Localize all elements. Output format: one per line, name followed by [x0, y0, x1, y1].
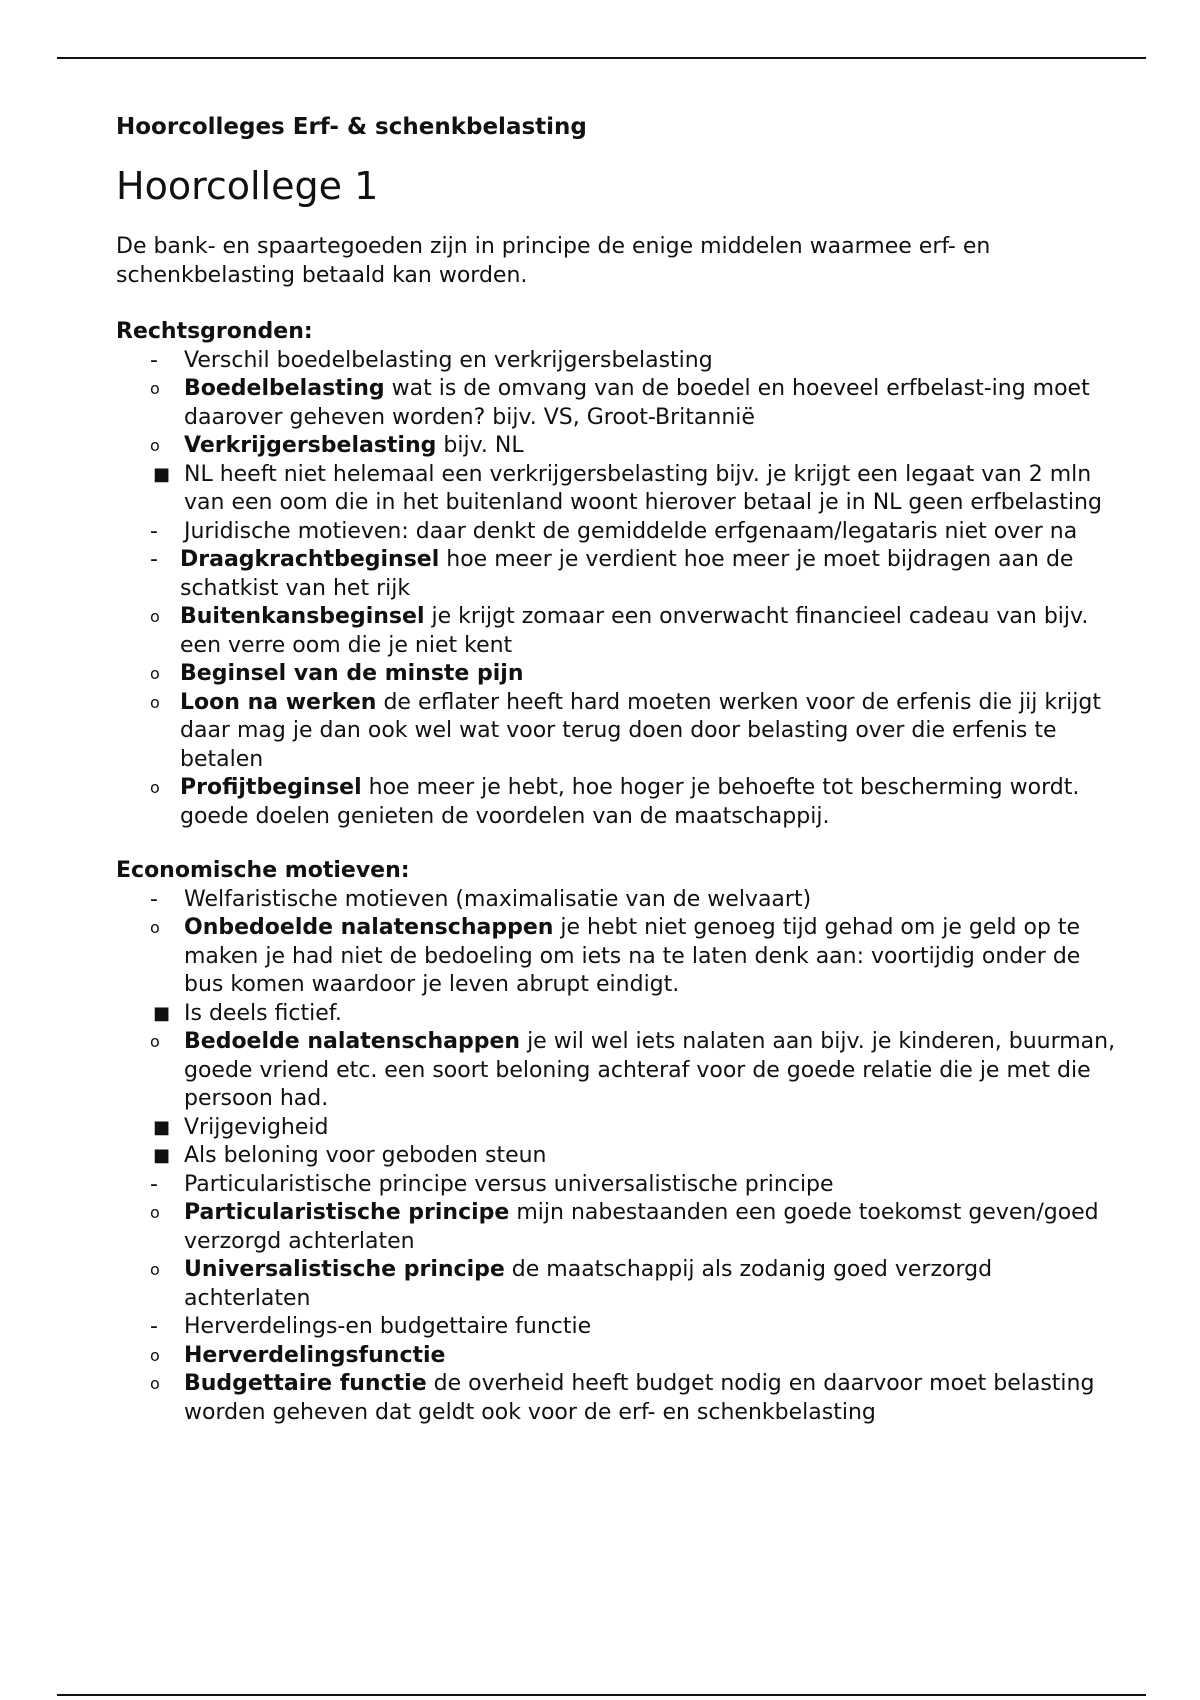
circle-bullet-icon: o — [150, 692, 160, 712]
circle-bullet-icon: o — [150, 436, 160, 455]
square-bullet-icon: ■ — [153, 463, 171, 485]
term: Beginsel van de minste pijn — [180, 661, 524, 686]
lecture-heading: Hoorcollege 1 — [116, 164, 379, 208]
circle-bullet-icon: o — [150, 1260, 160, 1279]
list-item: ■ Vrijgevigheid — [116, 1114, 1116, 1143]
list-item: - Draagkrachtbeginsel hoe meer je verdient hoe meer je moet bijdragen aan de schatkist van het rijk — [150, 547, 1074, 601]
list-item: o Universalistische principe de maatschappij als zodanig goed verzorgd achterlaten — [150, 1257, 993, 1311]
section-heading-economische-motieven: Economische motieven: — [116, 858, 410, 883]
list-rechtsgronden — [116, 347, 1116, 832]
circle-bullet-icon: o — [150, 778, 160, 797]
term: Herverdelingsfunctie — [184, 1342, 446, 1368]
list-item: ■ Is deels fictief. — [116, 1000, 1116, 1029]
section-heading-rechtsgronden: Rechtsgronden: — [116, 319, 313, 344]
top-rule — [57, 57, 1146, 59]
list-item: o Buitenkansbeginsel je krijgt zomaar een onverwacht financieel cadeau van bijv. een verre oom die je niet kent — [150, 604, 1089, 658]
term: Universalistische principe — [184, 1257, 505, 1282]
list-item: - Verschil boedelbelasting en verkrijgersbelasting — [116, 347, 1116, 376]
list-item — [116, 660, 1116, 689]
dash-bullet: - — [150, 347, 158, 373]
circle-bullet-icon: o — [150, 918, 160, 937]
term: Budgettaire functie — [184, 1371, 427, 1396]
square-bullet-icon: ■ — [153, 1145, 171, 1166]
list-item: o Budgettaire functie de overheid heeft budget nodig en daarvoor moet belasting worden geheven dat geldt ook voor de erf- en schenkbelasting — [150, 1371, 1095, 1425]
circle-bullet-icon: o — [150, 1374, 160, 1393]
circle-bullet-icon: o — [150, 1345, 160, 1365]
document-page — [116, 112, 1116, 1453]
circle-bullet-icon: o — [150, 607, 160, 626]
list-item: o Profijtbeginsel hoe meer je hebt, hoe hoger je behoefte tot bescherming wordt. goede doelen genieten de voordelen van de maatschappij. — [150, 775, 1080, 829]
list-item — [116, 1342, 1116, 1371]
square-bullet-icon: ■ — [153, 1116, 171, 1138]
list-item: o Particularistische principe mijn nabestaanden een goede toekomst geven/goed verzorgd achterlaten — [150, 1200, 1099, 1254]
dash-bullet: - — [150, 547, 158, 572]
dash-bullet: - — [150, 1314, 158, 1339]
dash-bullet: - — [150, 518, 158, 544]
term: Buitenkansbeginsel — [180, 604, 425, 629]
list-item: o Onbedoelde nalatenschappen je hebt niet genoeg tijd gehad om je geld op te maken je had niet de bedoeling om iets na te laten denk aan: voortijdig onder de bus komen waardoor je leven abrupt eindigt. — [150, 915, 1081, 997]
term: Verkrijgersbelasting — [184, 433, 437, 458]
intro-paragraph: De bank- en spaartegoeden zijn in principe de enige middelen waarmee erf- en schenkbelasting betaald kan worden. — [116, 234, 991, 288]
list-item: o Bedoelde nalatenschappen je wil wel iets nalaten aan bijv. je kinderen, buurman, goede vriend etc. een soort beloning achteraf voor de goede relatie die je met die persoon had. — [150, 1029, 1116, 1111]
list-item: - Herverdelings-en budgettaire functie — [116, 1313, 1116, 1342]
term: Bedoelde nalatenschappen — [184, 1029, 521, 1054]
dash-bullet: - — [150, 886, 158, 912]
list-item: o Loon na werken de erflater heeft hard moeten werken voor de erfenis die jij krijgt daar mag je dan ook wel wat voor terug doen door belasting over die erfenis te betalen — [150, 689, 1101, 772]
list-economische-motieven — [116, 886, 1116, 1428]
circle-bullet-icon: o — [150, 379, 160, 398]
list-item: ■ NL heeft niet helemaal een verkrijgersbelasting bijv. je krijgt een legaat van 2 mln van een oom die in het buitenland woont hierover betaal je in NL geen erfbelasting — [153, 461, 1102, 515]
list-item: - Juridische motieven: daar denkt de gemiddelde erfgenaam/legataris niet over na — [116, 518, 1116, 547]
bottom-rule — [57, 1694, 1146, 1696]
list-item: - Particularistische principe versus universalistische principe — [116, 1171, 1116, 1200]
term: Boedelbelasting — [184, 376, 385, 401]
circle-bullet-icon: o — [150, 1203, 160, 1222]
list-item: o Verkrijgersbelasting bijv. NL — [116, 432, 1116, 461]
document-title: Hoorcolleges Erf- & schenkbelasting — [116, 114, 587, 140]
term: Loon na werken — [180, 689, 377, 715]
circle-bullet-icon: o — [150, 664, 160, 683]
term: Onbedoelde nalatenschappen — [184, 915, 554, 940]
list-item: ■ Als beloning voor geboden steun — [116, 1142, 1116, 1171]
term: Profijtbeginsel — [180, 775, 362, 800]
dash-bullet: - — [150, 1171, 158, 1197]
term: Draagkrachtbeginsel — [180, 547, 440, 572]
list-item: - Welfaristische motieven (maximalisatie van de welvaart) — [116, 886, 1116, 915]
square-bullet-icon: ■ — [153, 1002, 171, 1024]
list-item: o Boedelbelasting wat is de omvang van de boedel en hoeveel erfbelast-ing moet daarover geheven worden? bijv. VS, Groot-Britannië — [150, 376, 1090, 430]
circle-bullet-icon: o — [150, 1032, 160, 1051]
term: Particularistische principe — [184, 1200, 510, 1225]
